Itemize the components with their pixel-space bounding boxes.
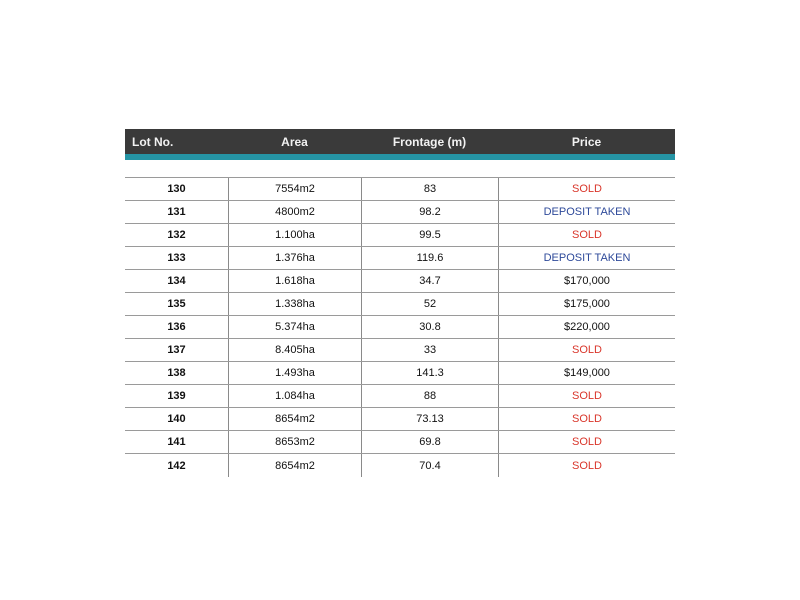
table-row (125, 247, 675, 270)
table-row (125, 201, 675, 224)
frontage-cell: 83 (361, 178, 498, 200)
area-cell: 8654m2 (228, 408, 361, 430)
area-cell: 1.493ha (228, 362, 361, 384)
table-row (125, 293, 675, 316)
lot-cell: 139 (167, 390, 186, 402)
area-cell: 5.374ha (228, 316, 361, 338)
table-row (125, 316, 675, 339)
table-row (125, 224, 675, 247)
lot-cell: 130 (167, 183, 186, 195)
lot-cell: 132 (167, 229, 186, 241)
header-price: Price (571, 134, 602, 149)
area-cell: 1.376ha (228, 247, 361, 269)
price-cell: DEPOSIT TAKEN (498, 247, 675, 269)
header-frontage: Frontage (m) (392, 134, 467, 149)
table-row (125, 408, 675, 431)
price-cell: $175,000 (498, 293, 675, 315)
frontage-cell: 30.8 (361, 316, 498, 338)
header-lot-no: Lot No. (132, 134, 174, 149)
price-cell: $170,000 (498, 270, 675, 292)
table-row (125, 362, 675, 385)
lot-cell: 135 (167, 298, 186, 310)
price-cell: SOLD (498, 178, 675, 200)
frontage-cell: 73.13 (361, 408, 498, 430)
lot-cell: 133 (167, 252, 186, 264)
table-row (125, 270, 675, 293)
frontage-cell: 88 (361, 385, 498, 407)
frontage-cell: 119.6 (361, 247, 498, 269)
area-cell: 1.084ha (228, 385, 361, 407)
frontage-cell: 141.3 (361, 362, 498, 384)
header-spacer (125, 160, 675, 178)
price-cell: SOLD (498, 431, 675, 453)
price-cell: $149,000 (498, 362, 675, 384)
lot-cell: 131 (167, 206, 186, 218)
frontage-cell: 33 (361, 339, 498, 361)
frontage-cell: 52 (361, 293, 498, 315)
area-cell: 4800m2 (228, 201, 361, 223)
price-cell: SOLD (498, 408, 675, 430)
frontage-cell: 70.4 (361, 454, 498, 477)
area-cell: 7554m2 (228, 178, 361, 200)
table-row (125, 339, 675, 362)
price-cell: SOLD (498, 224, 675, 246)
price-cell: SOLD (498, 385, 675, 407)
table-row (125, 454, 675, 477)
area-cell: 8654m2 (228, 454, 361, 477)
area-cell: 8653m2 (228, 431, 361, 453)
lot-cell: 140 (167, 413, 186, 425)
lot-cell: 137 (167, 344, 186, 356)
frontage-cell: 99.5 (361, 224, 498, 246)
lot-cell: 134 (167, 275, 186, 287)
table-row (125, 431, 675, 454)
price-cell: SOLD (498, 339, 675, 361)
lot-cell: 136 (167, 321, 186, 333)
area-cell: 1.618ha (228, 270, 361, 292)
frontage-cell: 34.7 (361, 270, 498, 292)
header-area: Area (281, 134, 308, 149)
lot-cell: 141 (167, 436, 186, 448)
lot-cell: 138 (167, 367, 186, 379)
table-header (125, 129, 675, 154)
table-row (125, 385, 675, 408)
area-cell: 1.100ha (228, 224, 361, 246)
table-row (125, 178, 675, 201)
price-cell: $220,000 (498, 316, 675, 338)
table-body (125, 178, 675, 477)
frontage-cell: 98.2 (361, 201, 498, 223)
area-cell: 8.405ha (228, 339, 361, 361)
area-cell: 1.338ha (228, 293, 361, 315)
frontage-cell: 69.8 (361, 431, 498, 453)
price-cell: SOLD (498, 454, 675, 477)
lot-price-table (125, 129, 675, 477)
price-cell: DEPOSIT TAKEN (498, 201, 675, 223)
lot-cell: 142 (167, 459, 186, 472)
